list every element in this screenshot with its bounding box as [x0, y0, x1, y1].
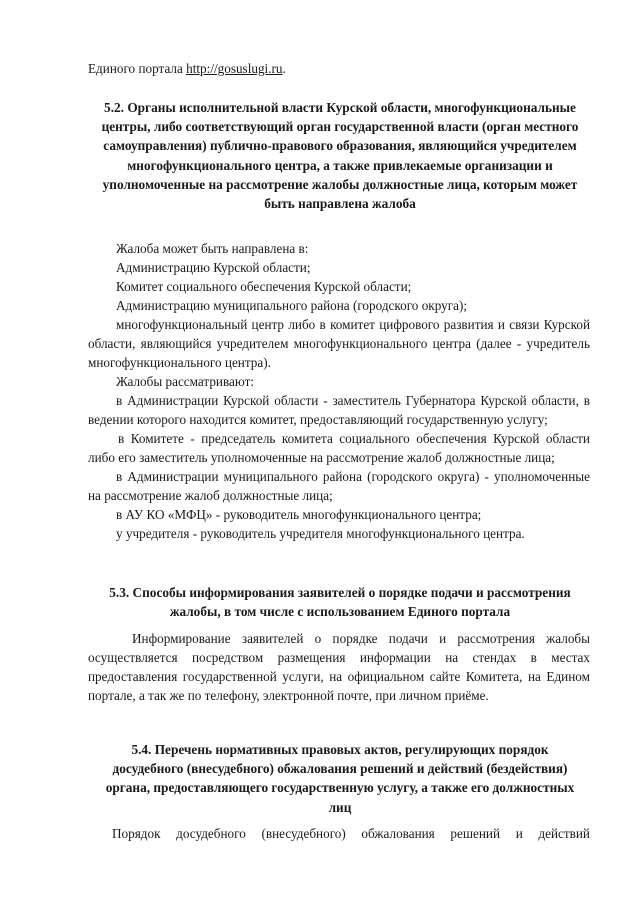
- paragraph: Жалобы рассматривают:: [116, 374, 255, 389]
- paragraph: Информирование заявителей о порядке подачи и рассмотрения жалобы осуществляется посредством размещения информации на стендах в местах предоставления государственной услуги, на официальном сайте Комитета, на Едином портале, а так же по телефону, электронной почте, при личном приёме.: [88, 631, 590, 703]
- paragraph: Жалоба может быть направлена в:: [116, 241, 309, 256]
- gosuslugi-link[interactable]: http://gosuslugi.ru: [186, 61, 283, 76]
- paragraph: многофункциональный центр либо в комитет цифрового развития и связи Курской области, являющийся учредителем многофункционального центра (далее - учредитель многофункционального центра).: [88, 317, 590, 370]
- paragraph: Порядок досудебного (внесудебного) обжалования решений и действий: [112, 826, 590, 841]
- paragraph: в Администрации муниципального района (городского округа) - уполномоченные на рассмотрение жалоб должностные лица;: [88, 469, 590, 503]
- paragraph: в Комитете - председатель комитета социального обеспечения Курской области либо его заместитель уполномоченные на рассмотрение жалоб должностные лица;: [88, 431, 590, 465]
- section-5-4-body: [88, 824, 590, 843]
- paragraph: Администрацию муниципального района (городского округа);: [116, 298, 468, 313]
- section-5-4-heading: 5.4. Перечень нормативных правовых актов, регулирующих порядок досудебного (внесудебного) обжалования решений и действий (бездействия) органа, предоставляющего государственную услугу, а также его должностных лиц: [105, 742, 575, 815]
- paragraph: в АУ КО «МФЦ» - руководитель многофункционального центра;: [116, 507, 482, 522]
- section-5-3-body: [88, 629, 590, 705]
- intro-suffix: .: [282, 61, 286, 76]
- paragraph: в Администрации Курской области - заместитель Губернатора Курской области, в ведении которого находится комитет, предоставляющий государственную услугу;: [88, 393, 590, 427]
- paragraph: Администрацию Курской области;: [116, 260, 311, 275]
- section-5-3-heading: 5.3. Способы информирования заявителей о порядке подачи и рассмотрения жалобы, в том числе с использованием Единого портала: [109, 585, 571, 620]
- paragraph: Комитет социального обеспечения Курской области;: [116, 279, 412, 294]
- section-5-2-heading: 5.2. Органы исполнительной власти Курской области, многофункциональные центры, либо соответствующий орган государственной власти (орган местного самоуправления) публично-правового образования, являющийся учредителем многофункционального центра, а также привлекаемые организации и уполномоченные на рассмотрение жалобы должностные лица, которым может быть направлена жалоба: [101, 100, 579, 212]
- intro-text: Единого портала: [88, 61, 187, 76]
- paragraph: у учредителя - руководитель учредителя многофункционального центра.: [116, 526, 525, 541]
- section-5-2-body: [88, 239, 590, 543]
- intro-line: [88, 59, 608, 78]
